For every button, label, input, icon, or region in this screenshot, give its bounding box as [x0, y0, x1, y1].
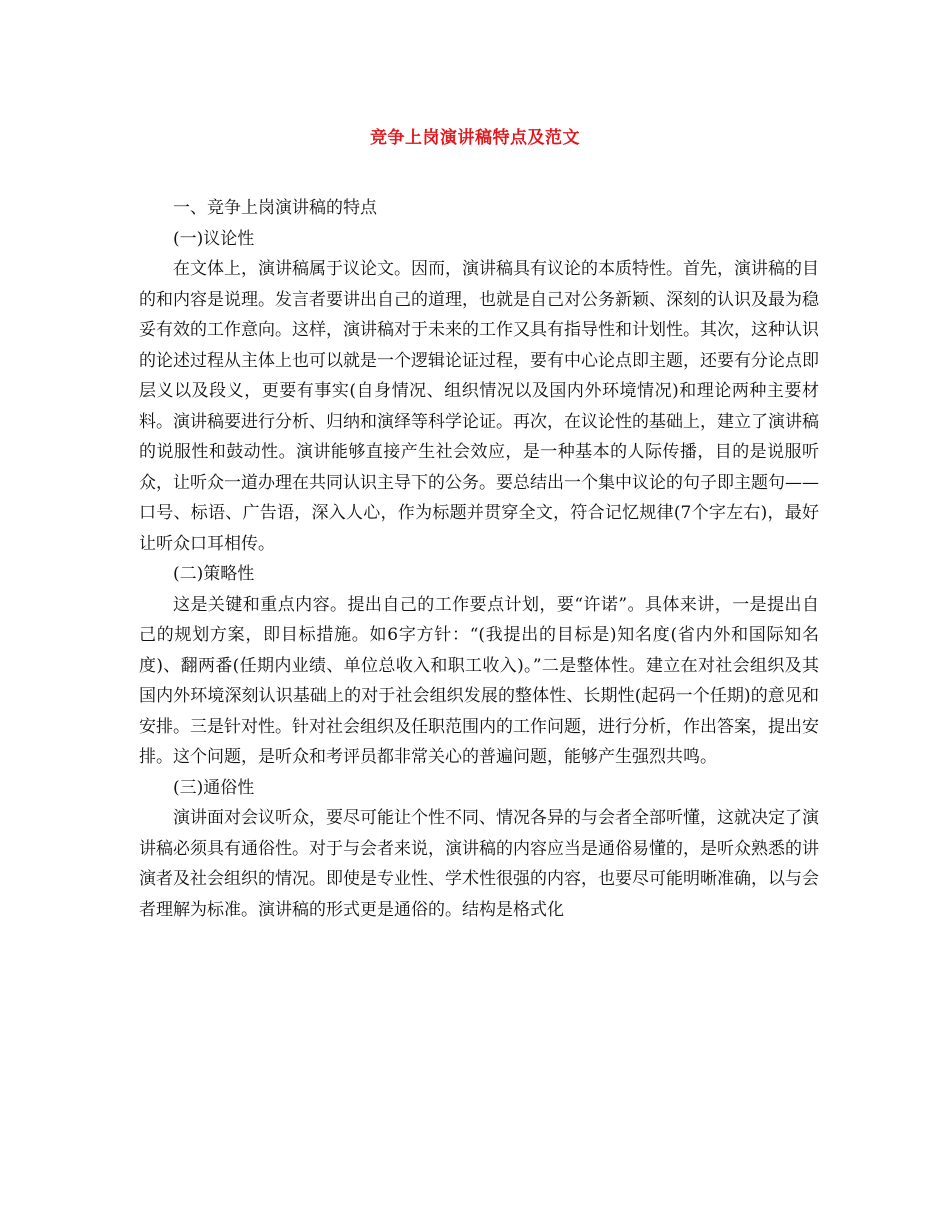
subsection-heading-popular: (三)通俗性	[173, 777, 255, 798]
document-body	[139, 193, 819, 925]
subsection-heading-strategic: (二)策略性	[173, 564, 255, 584]
section-heading: 一、竞争上岗演讲稿的特点	[173, 198, 377, 218]
paragraph-strategic: 这是关键和重点内容。提出自己的工作要点计划，要“许诺”。具体来讲，一是提出自己的规划方案，即目标措施。如6字方针：“(我提出的目标是)知名度(省内外和国际知名度)、翻两番(任期内业绩、单位总收入和职工收入)。”二是整体性。建立在对社会组织及其国内外环境深刻认识基础上的对于社会组织发展的整体性、长期性(起码一个任期)的意见和安排。三是针对性。针对社会组织及任职范围内的工作问题，进行分析，作出答案，提出安排。这个问题，是听众和考评员都非常关心的普遍问题，能够产生强烈共鸣。	[139, 594, 819, 767]
subsection-heading-argumentative: (一)议论性	[173, 228, 255, 249]
paragraph-argumentative: 在文体上，演讲稿属于议论文。因而，演讲稿具有议论的本质特性。首先，演讲稿的目的和内容是说理。发言者要讲出自己的道理，也就是自己对公务新颖、深刻的认识及最为稳妥有效的工作意向。这样，演讲稿对于未来的工作又具有指导性和计划性。其次，这种认识的论述过程从主体上也可以就是一个逻辑论证过程，要有中心论点即主题，还要有分论点即层义以及段义，更要有事实(自身情况、组织情况以及国内外环境情况)和理论两种主要材料。演讲稿要进行分析、归纳和演绎等科学论证。再次，在议论性的基础上，建立了演讲稿的说服性和鼓动性。演讲能够直接产生社会效应，是一种基本的人际传播，目的是说服听众，让听众一道办理在共同认识主导下的公务。要总结出一个集中议论的句子即主题句——口号、标语、广告语，深入人心，作为标题并贯穿全文，符合记忆规律(7个字左右)，最好让听众口耳相传。	[139, 259, 819, 554]
paragraph-popular: 演讲面对会议听众，要尽可能让个性不同、情况各异的与会者全部听懂，这就决定了演讲稿必须具有通俗性。对于与会者来说，演讲稿的内容应当是通俗易懂的，是听众熟悉的讲演者及社会组织的情况。即使是专业性、学术性很强的内容，也要尽可能明晰准确，以与会者理解为标准。演讲稿的形式更是通俗的。结构是格式化	[139, 808, 819, 920]
document-title: 竞争上岗演讲稿特点及范文	[370, 128, 580, 148]
